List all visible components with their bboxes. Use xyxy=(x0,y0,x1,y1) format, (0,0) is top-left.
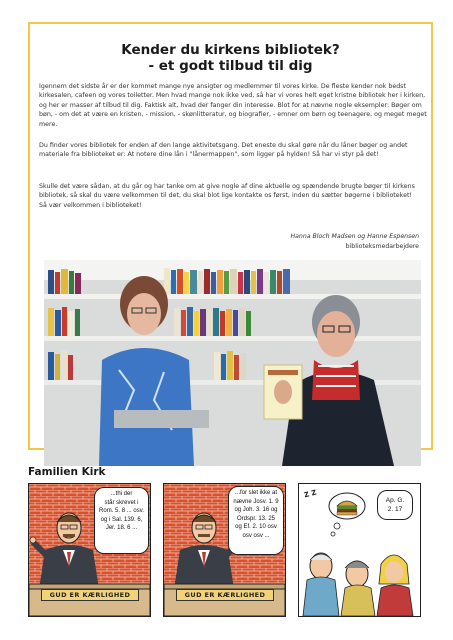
bubble1-line: ...thi der xyxy=(110,491,133,497)
bubble2-line: ...for slet ikke at xyxy=(234,490,277,496)
article-paragraph xyxy=(39,141,427,160)
paragraph-2: Du finder vores bibliotek for enden af den lange aktivitetsgang. Det eneste du skal gøre når du låner bøger og andet materiale fra biblioteket er: At notere dine lån i "lånermappen", som ligger på hylden! Så har vi styr på det! xyxy=(39,142,408,159)
comic-section-title: Familien Kirk xyxy=(28,466,106,478)
comic-panel-1 xyxy=(28,483,151,617)
comic-panel-2 xyxy=(163,483,286,617)
bubble1-line: står skrevet i xyxy=(104,499,139,506)
signature-names: Hanna Bloch Madsen og Hanne Espensen xyxy=(290,233,419,240)
article-paragraph xyxy=(39,182,427,210)
paragraph-4: Så vær velkommen i biblioteket! xyxy=(39,201,142,209)
bubble3-line: Ap. G. xyxy=(385,497,405,504)
article-title-line1: Kender du kirkens bibliotek? xyxy=(121,42,340,58)
bubble1-line: Rom. 5. 8 ... osv. xyxy=(99,508,144,515)
paragraph-3: Skulle det være sådan, at du går og har tanke om at give nogle af dine aktuelle og spændende brugte bøger til kirkens bibliotek, så skal du være velkommen til det, du skal blot lige kontakte os først, inden du sætter bøgerne i biblioteket! xyxy=(39,183,415,200)
article-frame xyxy=(28,22,433,450)
bubble2-line: og Joh. 3. 16 og xyxy=(234,507,278,514)
signature-role: biblioteksmedarbejdere xyxy=(345,243,419,250)
comic-speech-bubble-2 xyxy=(228,486,284,555)
library-photo xyxy=(44,260,421,466)
bubble2-line: osv osv ... xyxy=(242,532,270,539)
article-title xyxy=(30,42,431,74)
comic-speech-bubble-1 xyxy=(94,487,149,554)
bubble1-line: Jer. 18. 6 ... xyxy=(105,525,138,532)
pulpit-sign: GUD ER KÆRLIGHED xyxy=(41,589,139,601)
bubble3-line: 2. 17 xyxy=(387,506,403,513)
signature xyxy=(290,232,419,252)
paragraph-1: Igennem det sidste år er der kommet mange nye ansigter og medlemmer til vores kirke. De fleste kender nok bedst kirkesalen, cafeen og vores toiletter. Men hvad mange nok ikke ved, så har vi vores helt eget kristne bibliotek her i kirken, og her er masser af tilbud til dig. Faktisk alt, hvad der fanger din interesse. Blot for at nævne nogle eksempler: Bøger om bøn, - om det at være en kristen, - mission, - skønlitteratur, og biografier, - emner om børn og teenagere, og meget meget mere. xyxy=(39,83,427,128)
article-title-line2: - et godt tilbud til dig xyxy=(148,58,313,74)
article-paragraph xyxy=(39,82,427,129)
bubble2-line: Ordspr. 13. 25 xyxy=(236,515,276,522)
sleep-zz-text: Z Z xyxy=(303,488,318,500)
bubble1-line: og i Sal. 139. 6, xyxy=(100,516,143,523)
comic-speech-bubble-3 xyxy=(377,490,413,520)
bubble2-line: og Ef. 2. 10 osv xyxy=(235,524,277,531)
pulpit-sign: GUD ER KÆRLIGHED xyxy=(176,589,274,601)
bubble2-line: nævne Josv. 1. 9 xyxy=(233,498,279,505)
comic-panel-3 xyxy=(298,483,421,617)
